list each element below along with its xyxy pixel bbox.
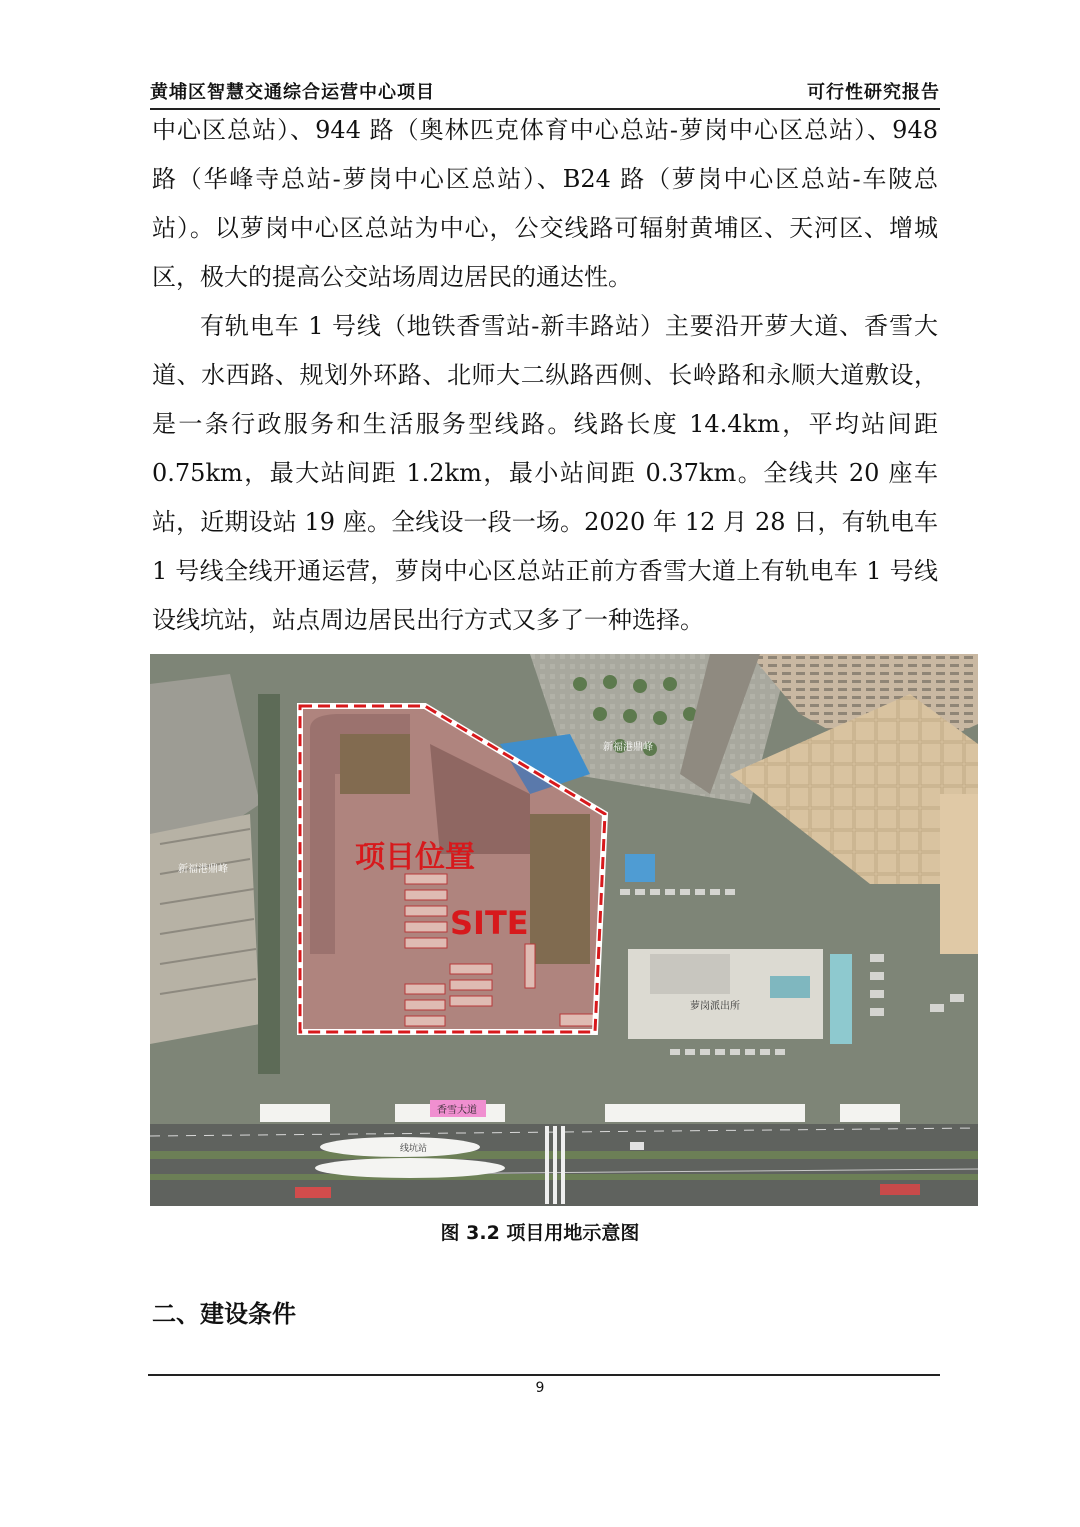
paragraph-bus-routes: 中心区总站）、944 路（奥林匹克体育中心总站-萝岗中心区总站）、948 路（华峰寺总站-萝岗中心区总站）、B24 路（萝岗中心区总站-车陂总站）。以萝岗中心区总站为中心，公交线路可辐射黄埔区、天河区、增城区，极大的提高公交站场周边居民的通达性。: [152, 116, 938, 291]
site-label-cn: 项目位置: [355, 840, 475, 875]
header-title: 黄埔区智慧交通综合运营中心项目: [150, 82, 435, 103]
tram-station-label: 线坑站: [400, 1144, 428, 1154]
footer-divider: [148, 1374, 940, 1376]
site-label-en: SITE: [450, 904, 529, 942]
section-heading: 二、建设条件: [152, 1300, 296, 1328]
paragraph-tram-line: 有轨电车 1 号线（地铁香雪站-新丰路站）主要沿开萝大道、香雪大道、水西路、规划外环路、北师大二纵路西侧、长岭路和永顺大道敷设，是一条行政服务和生活服务型线路。线路长度 14.4km，平均站间距 0.75km，最大站间距 1.2km，最小站间距 0.37km。全线共 20 座车站，近期设站 19 座。全线设一段一场。2020 年 12 月 28 日，有轨电车 1 号线全线开通运营，萝岗中心区总站正前方香雪大道上有轨电车 1 号线设线坑站，站点周边居民出行方式又多了一种选择。: [152, 312, 938, 634]
building-label-ne: 新福港鼎峰: [603, 742, 653, 753]
building-label-w: 新福港鼎峰: [178, 864, 228, 875]
header-doc-type: 可行性研究报告: [807, 82, 940, 103]
page-number: 9: [535, 1380, 545, 1396]
road-label: 香雪大道: [437, 1105, 477, 1116]
site-aerial-map: [150, 654, 978, 1206]
figure-caption: 图 3.2 项目用地示意图: [440, 1222, 640, 1244]
site-map-graphic: [150, 654, 978, 1206]
police-station-label: 萝岗派出所: [690, 1001, 740, 1012]
